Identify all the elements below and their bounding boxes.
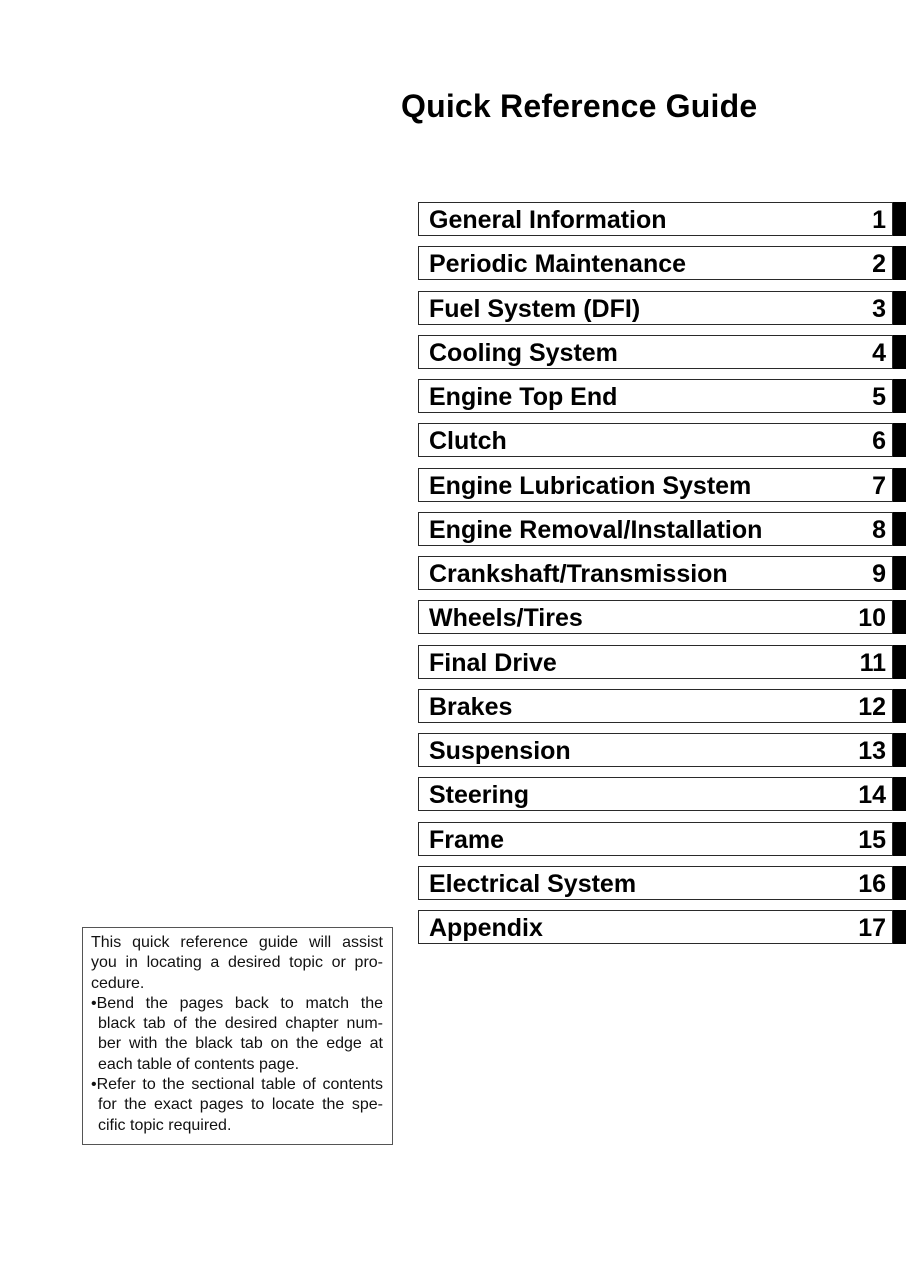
chapter-label: Engine Top End — [429, 383, 618, 411]
chapter-link-crankshaft-transmission[interactable] — [418, 556, 906, 590]
black-tab-marker — [893, 291, 906, 325]
black-tab-marker — [893, 733, 906, 767]
chapter-link-appendix[interactable] — [418, 910, 906, 944]
note-line: black tab of the desired chapter num- — [98, 1015, 383, 1033]
chapter-link-electrical-system[interactable] — [418, 866, 906, 900]
chapter-link-fuel-system[interactable] — [418, 291, 906, 325]
chapter-link-engine-removal-installation[interactable] — [418, 512, 906, 546]
chapter-box — [418, 866, 893, 900]
chapter-number: 8 — [872, 515, 886, 544]
chapter-label: Engine Removal/Installation — [429, 515, 763, 544]
chapter-box — [418, 733, 893, 767]
black-tab-marker — [893, 379, 906, 413]
black-tab-marker — [893, 468, 906, 502]
chapter-link-final-drive[interactable] — [418, 645, 906, 679]
chapter-link-brakes[interactable] — [418, 689, 906, 723]
black-tab-marker — [893, 512, 906, 546]
note-bullet-line: •Bend the pages back to match the — [91, 994, 383, 1012]
chapter-number: 9 — [872, 560, 886, 588]
chapter-link-suspension[interactable] — [418, 733, 906, 767]
chapter-number: 16 — [858, 869, 886, 898]
chapter-link-engine-lubrication-system[interactable] — [418, 468, 906, 502]
chapter-number: 11 — [859, 648, 886, 677]
chapter-number: 15 — [858, 825, 886, 854]
chapter-label: General Information — [429, 206, 667, 234]
chapter-link-frame[interactable] — [418, 822, 906, 856]
chapter-link-periodic-maintenance[interactable] — [418, 246, 906, 280]
black-tab-marker — [893, 423, 906, 457]
note-line: each table of contents page. — [98, 1055, 300, 1073]
chapter-box — [418, 423, 893, 457]
chapter-label: Clutch — [429, 427, 507, 456]
note-bullet-line: •Refer to the sectional table of contents — [91, 1076, 383, 1094]
chapter-number: 5 — [872, 383, 886, 411]
chapter-box — [418, 379, 893, 413]
chapter-label: Frame — [429, 825, 505, 854]
chapter-label: Fuel System (DFI) — [429, 294, 641, 323]
black-tab-marker — [893, 556, 906, 590]
chapter-link-general-information[interactable] — [418, 202, 906, 236]
page-title: Quick Reference Guide — [401, 88, 758, 124]
chapter-label: Wheels/Tires — [429, 604, 583, 633]
chapter-index — [418, 202, 906, 954]
chapter-label: Final Drive — [429, 648, 557, 677]
black-tab-marker — [893, 335, 906, 369]
note-line: cedure. — [91, 974, 145, 992]
chapter-link-clutch[interactable] — [418, 423, 906, 457]
chapter-box — [418, 645, 893, 679]
chapter-number: 1 — [872, 206, 886, 234]
chapter-box — [418, 822, 893, 856]
chapter-label: Suspension — [429, 737, 571, 765]
chapter-box — [418, 777, 893, 811]
chapter-number: 2 — [872, 250, 886, 279]
note-line: ber with the black tab on the edge at — [98, 1035, 383, 1053]
black-tab-marker — [893, 910, 906, 944]
chapter-number: 14 — [858, 781, 886, 810]
chapter-box — [418, 246, 893, 280]
chapter-box — [418, 468, 893, 502]
chapter-box — [418, 910, 893, 944]
usage-note-box — [82, 927, 393, 1145]
black-tab-marker — [893, 246, 906, 280]
chapter-label: Brakes — [429, 692, 513, 721]
chapter-box — [418, 600, 893, 634]
chapter-box — [418, 689, 893, 723]
black-tab-marker — [893, 822, 906, 856]
chapter-number: 17 — [858, 914, 886, 942]
chapter-number: 12 — [858, 692, 886, 721]
chapter-label: Periodic Maintenance — [429, 250, 687, 279]
chapter-box — [418, 556, 893, 590]
black-tab-marker — [893, 866, 906, 900]
black-tab-marker — [893, 689, 906, 723]
chapter-box — [418, 291, 893, 325]
note-line: you in locating a desired topic or pro- — [91, 954, 383, 972]
chapter-label: Crankshaft/Transmission — [429, 560, 728, 588]
chapter-box — [418, 512, 893, 546]
chapter-label: Appendix — [429, 914, 543, 942]
chapter-link-steering[interactable] — [418, 777, 906, 811]
chapter-number: 3 — [872, 294, 886, 323]
chapter-number: 4 — [872, 338, 886, 367]
black-tab-marker — [893, 600, 906, 634]
chapter-label: Cooling System — [429, 338, 618, 367]
black-tab-marker — [893, 202, 906, 236]
chapter-number: 7 — [872, 471, 886, 500]
chapter-box — [418, 202, 893, 236]
note-line: for the exact pages to locate the spe- — [98, 1096, 383, 1114]
black-tab-marker — [893, 777, 906, 811]
chapter-box — [418, 335, 893, 369]
note-line: This quick reference guide will assist — [91, 934, 383, 951]
note-line: cific topic required. — [98, 1116, 232, 1134]
black-tab-marker — [893, 645, 906, 679]
chapter-label: Engine Lubrication System — [429, 471, 752, 500]
chapter-number: 10 — [858, 604, 886, 633]
chapter-link-engine-top-end[interactable] — [418, 379, 906, 413]
chapter-number: 6 — [872, 427, 886, 456]
chapter-link-cooling-system[interactable] — [418, 335, 906, 369]
chapter-label: Steering — [429, 781, 530, 810]
chapter-number: 13 — [858, 737, 886, 765]
chapter-label: Electrical System — [429, 869, 637, 898]
chapter-link-wheels-tires[interactable] — [418, 600, 906, 634]
